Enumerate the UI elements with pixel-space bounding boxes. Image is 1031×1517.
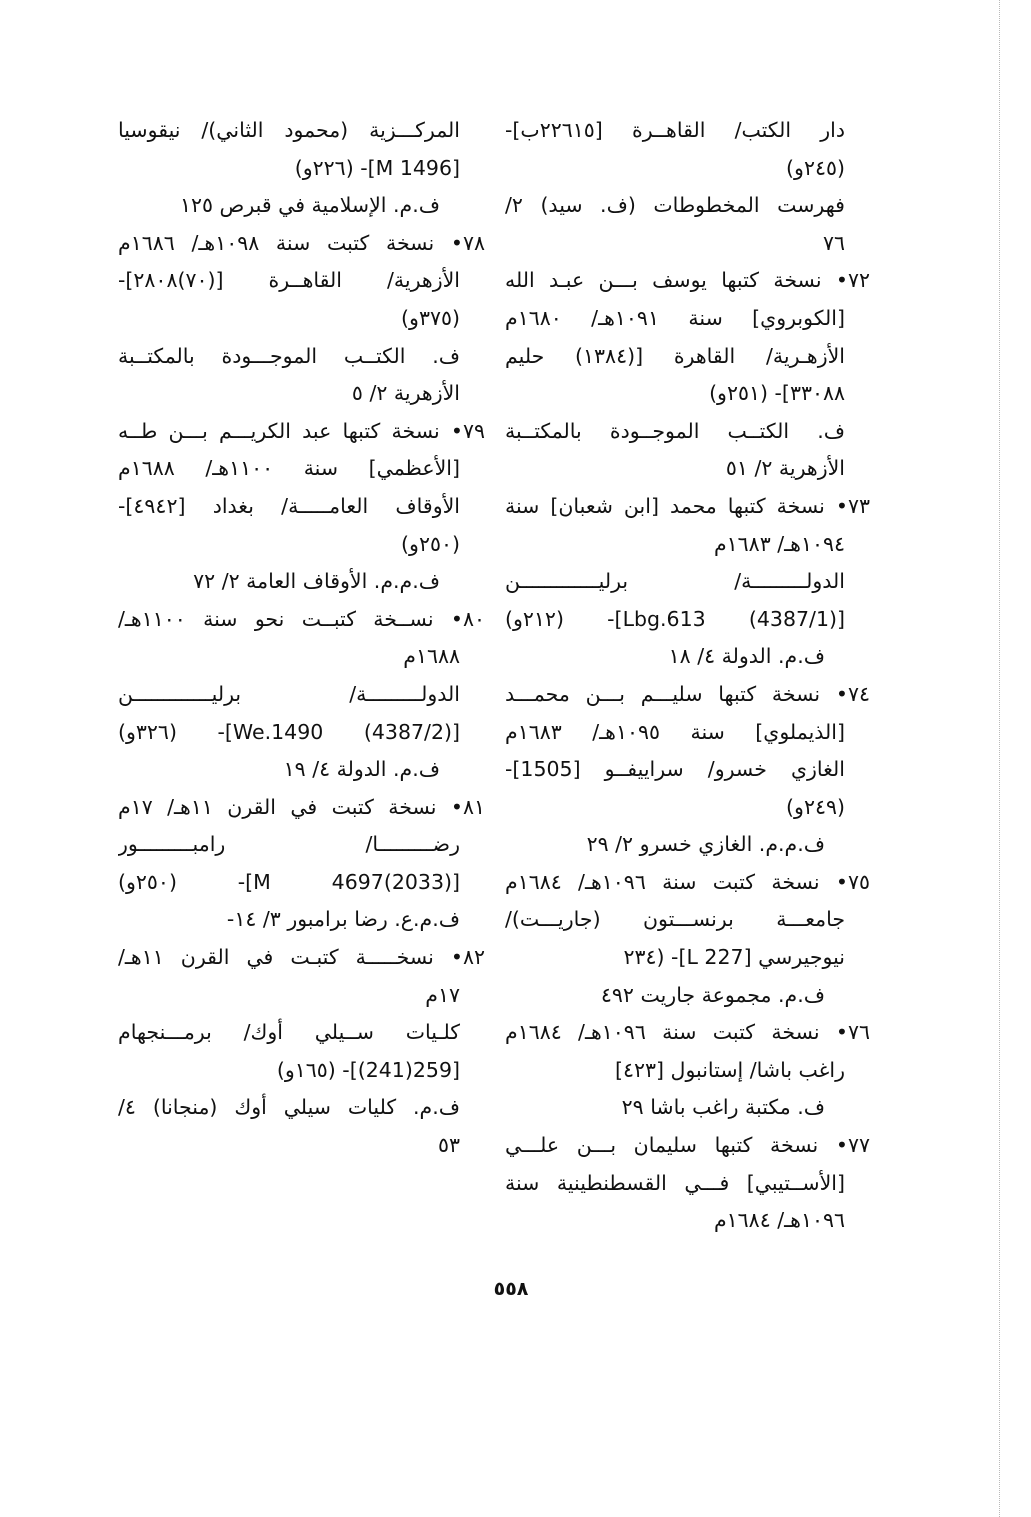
text-line: ف. الكتــب الموجـــودة بالمكتــبة [118, 343, 460, 368]
text-line: ٧٦• نسخة كتبت سنة ١٠٩٦هـ/ ١٦٨٤م [505, 1020, 870, 1045]
text-line: كلـيات ســيلي أوك/ برمـــنجهام [118, 1020, 460, 1045]
text-line: [(4387/1) Lbg.613]- (٢١٢و) [505, 606, 845, 631]
text-line: ٨١• نسخة كتبت في القرن ١١هـ/ ١٧م [118, 794, 485, 819]
text-line: ١٧م [425, 982, 460, 1007]
text-line: (٢٤٩و) [786, 794, 845, 819]
text-line: ٧٩• نسخة كتبها عبد الكريـــم بـــن طــه [118, 418, 485, 443]
text-line: الغازي خسرو/ سراييفــو [1505]- [505, 757, 845, 782]
text-line: جامعـــة برنســـتون (جاريـــت)/ [505, 907, 845, 932]
text-line: ٨٠• نســخة كتبــت نحو سنة ١١٠٠هـ/ [118, 606, 485, 631]
text-line: (٢٤٥و) [786, 155, 845, 180]
text-line: ف.م.ع. رضا برامبور ٣/ ١٤- [226, 907, 460, 932]
text-line: الدولـــــــــة/ برليـــــــــــــن [505, 569, 845, 594]
text-line: ف.م. الدولة ٤/ ١٩ [283, 757, 440, 782]
text-line: ٧٥• نسخة كتبت سنة ١٠٩٦هـ/ ١٦٨٤م [505, 869, 870, 894]
text-line: ف. الكتــب الموجــودة بالمكتــبة [505, 418, 845, 443]
text-line: ف.م. مجموعة جاريت ٤٩٢ [600, 982, 825, 1007]
text-line: ٧٨• نسخة كتبت سنة ١٠٩٨هـ/ ١٦٨٦م [118, 230, 485, 255]
text-line: [259(241)]- (١٦٥و) [276, 1057, 460, 1082]
text-line: رضـــــــــا/ رامبـــــــــور [118, 832, 460, 857]
text-line: [(4387/2) We.1490]- (٣٢٦و) [118, 719, 460, 744]
text-line: [الذيملوي] سنة ١٠٩٥هـ/ ١٦٨٣م [505, 719, 845, 744]
text-line: ف.م. الدولة ٤/ ١٨ [668, 644, 825, 669]
text-line: [M 1496]- (٢٢٦و) [294, 155, 460, 180]
text-line: [الأعظمي] سنة ١١٠٠هـ/ ١٦٨٨م [118, 456, 460, 481]
text-line: ٥٣ [437, 1133, 460, 1158]
text-line: ف. مكتبة راغب باشا ٢٩ [621, 1095, 825, 1120]
text-line: المركـــزية (محمود الثاني)/ نيقوسيا [118, 118, 460, 142]
page-number: ٥٥٨ [493, 1278, 529, 1300]
text-line: الدولـــــــــة/ برليـــــــــــــن [118, 681, 460, 706]
text-line: ف.م.م. الغازي خسرو ٢/ ٢٩ [586, 832, 825, 857]
text-line: ف.م. الإسلامية في قبرص ١٢٥ [179, 193, 440, 218]
text-line: الأزهرية/ القاهــرة [(٧٠)٢٨٠٨]- [118, 268, 460, 293]
text-line: ٧٦ [822, 230, 845, 255]
text-line: الأزهرية ٢/ ٥ [351, 381, 460, 406]
text-line: دار الكتب/ القاهــرة [٢٢٦١٥ب]- [505, 118, 845, 142]
text-line: [الأســتيبي] فـــي القسطنطينية سنة [505, 1170, 845, 1195]
text-line: ٧٤• نسخة كتبها سليـــم بـــن محمـــد [505, 681, 870, 706]
text-line: نيوجيرسي [227 L]- (٢٣٤ [623, 945, 845, 970]
left-column [118, 112, 485, 1165]
text-line: راغب باشا/ إستانبول [٤٢٣] [614, 1057, 845, 1082]
text-line: ف.م.م. الأوقاف العامة ٢/ ٧٢ [193, 569, 440, 594]
right-column [505, 112, 870, 1240]
text-line: [(2033)4697 M]- (٢٥٠و) [118, 869, 460, 894]
text-line: الأزهرية ٢/ ٥١ [725, 456, 845, 481]
text-line: ١٠٩٤هـ/ ١٦٨٣م [713, 531, 845, 556]
text-line: ٧٢• نسخة كتبها يوسف بـــن عبـد الله [505, 268, 870, 293]
text-line: ١٠٩٦هـ/ ١٦٨٤م [713, 1208, 845, 1233]
text-line: الأوقاف العامـــــة/ بغداد [٤٩٤٢]- [118, 493, 460, 518]
text-line: (٢٥٠و) [401, 531, 460, 556]
text-line: [الكوبروي] سنة ١٠٩١هـ/ ١٦٨٠م [505, 305, 845, 330]
text-line: ٨٢• نسخـــــة كتبـت في القرن ١١هـ/ [118, 945, 485, 970]
text-line: ١٦٨٨م [403, 644, 460, 669]
text-line: (٣٧٥و) [401, 305, 460, 330]
text-line: فهرست المخطوطات (ف. سيد) ٢/ [505, 193, 845, 218]
scan-edge-line [999, 0, 1000, 1517]
text-line: ٧٣• نسخة كتبها محمد [ابن شعبان] سنة [505, 493, 870, 518]
text-line: ٣٣٠٨٨]- (٢٥١و) [709, 381, 845, 406]
text-line: الأزهـرية/ القاهرة [(١٣٨٤) حليم [505, 343, 845, 368]
text-line: ٧٧• نسخة كتبها سليمان بـــن علـــي [505, 1133, 870, 1158]
text-line: ف.م. كليات سيلي أوك (منجانا) ٤/ [118, 1095, 460, 1120]
